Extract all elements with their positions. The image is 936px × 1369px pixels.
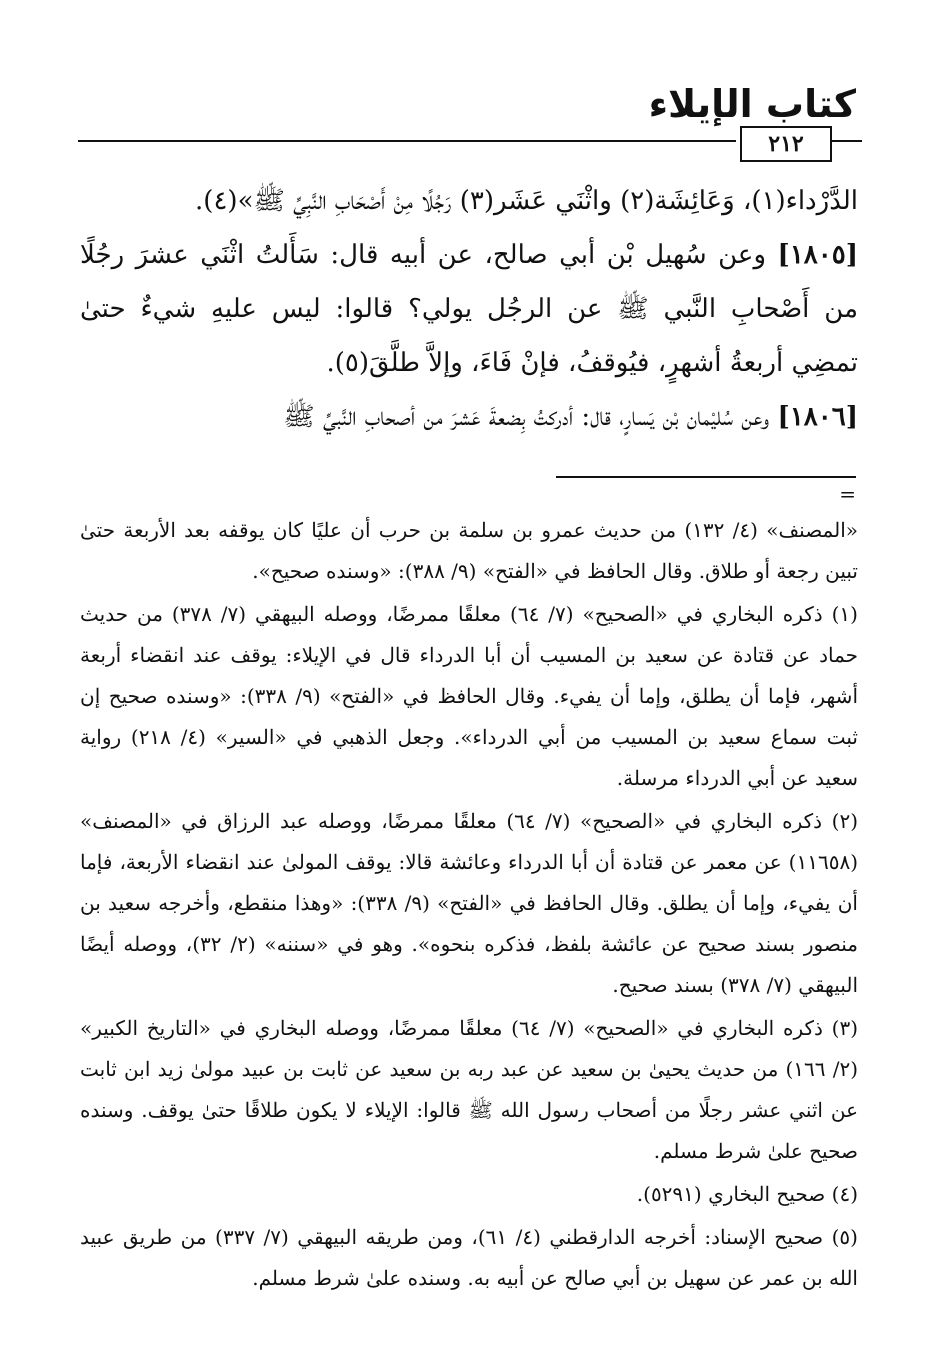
footnote-continuation-mark: = <box>839 482 856 506</box>
running-head-title: كتاب الإيلاء <box>648 82 856 126</box>
footnote-continued: «المصنف» (٤/ ١٣٢) من حديث عمرو بن سلمة بن حرب أن عليًا كان يوقفه بعد الأربعة حتىٰ تبين رجعة أو طلاق. وقال الحافظ في «الفتح» (٩/ ٣٨٨): «وسنده صحيح». <box>80 518 858 583</box>
page-number: ٢١٢ <box>768 131 804 157</box>
footnote-separator <box>556 476 856 478</box>
body-paragraph-1806 <box>80 390 858 444</box>
hadith-number: [١٨٠٥] <box>777 240 859 270</box>
footnote-3: (٣) ذكره البخاري في «الصحيح» (٧/ ٦٤) معلقًا ممرضًا، ووصله البخاري في «التاريخ الكبير» (٢/ ١٦٦) من حديث يحيىٰ بن سعيد عن عبد ربه بن سعيد عن ثابت بن عبيد مولىٰ زيد ابن ثابت عن اثني عشر رجلًا من أصحاب رسول الله ﷺ قالوا: الإيلاء لا يكون طلاقًا حتىٰ يوقف. وسنده صحيح علىٰ شرط مسلم. <box>80 1016 858 1163</box>
paragraph-text: الدَّرْداء(١)، وَعَائِشَة(٢) واثْنَي عَشَر(٣) رَجُلًا مِنْ أَصْحَابِ النَّبِيِّ ﷺ»(٤). <box>195 186 858 216</box>
footnote-5: (٥) صحيح الإسناد: أخرجه الدارقطني (٤/ ٦١)، ومن طريقه البيهقي (٧/ ٣٣٧) من طريق عبيد الله بن عمر عن سهيل بن أبي صالح عن أبيه به. وسنده علىٰ شرط مسلم. <box>80 1225 858 1290</box>
body-paragraph-1805 <box>80 228 858 390</box>
footnote-4: (٤) صحيح البخاري (٥٢٩١). <box>636 1182 858 1206</box>
footnote-2: (٢) ذكره البخاري في «الصحيح» (٧/ ٦٤) معلقًا ممرضًا، ووصله عبد الرزاق في «المصنف» (١١٦٥٨) عن معمر عن قتادة أن أبا الدرداء وعائشة قالا: يوقف المولىٰ عند انقضاء الأربعة، فإما أن يفيء، وإما أن يطلق. وقال الحافظ في «الفتح» (٩/ ٣٣٨): «وهذا منقطع، وأخرجه سعيد بن منصور بسند صحيح عن عائشة بلفظ، فذكره بنحوه». وهو في «سننه» (٢/ ٣٢)، ووصله أيضًا البيهقي (٧/ ٣٧٨) بسند صحيح. <box>80 809 858 997</box>
body-paragraph-1 <box>80 174 858 228</box>
footnotes <box>80 510 858 1301</box>
header-rule <box>78 140 736 142</box>
paragraph-text: وعن سُليْمان بْن يَسارٍ، قال: أدركتُ بِضعةَ عَشرَ من أصحابِ النَّبيِّ ﷺ <box>283 402 770 432</box>
footnote-1: (١) ذكره البخاري في «الصحيح» (٧/ ٦٤) معلقًا ممرضًا، ووصله البيهقي (٧/ ٣٧٨) من حديث حماد عن قتادة عن سعيد بن المسيب أن أبا الدرداء قال في الإيلاء: يوقف عند انقضاء أربعة أشهر، فإما أن يطلق، وإما أن يفيء. وقال الحافظ في «الفتح» (٩/ ٣٣٨): «وسنده صحيح إن ثبت سماع سعيد بن المسيب من أبي الدرداء». وجعل الذهبي في «السير» (٤/ ٢١٨) رواية سعيد عن أبي الدرداء مرسلة. <box>80 602 859 790</box>
paragraph-text: وعن سُهيل بْن أبي صالح، عن أبيه قال: سَأَلتُ اثْنَي عشرَ رجُلًا من أَصْحابِ النَّبي ﷺ عن الرجُل يولي؟ قالوا: ليس عليهِ شيءٌ حتىٰ تمضِي أربعةُ أشهرٍ، فيُوقفُ، فإنْ فَاءَ، وإلاَّ طلَّقَ(٥). <box>80 240 858 378</box>
page-number-box <box>740 126 832 162</box>
hadith-number: [١٨٠٦] <box>777 402 858 432</box>
header-rule-right <box>832 140 862 142</box>
